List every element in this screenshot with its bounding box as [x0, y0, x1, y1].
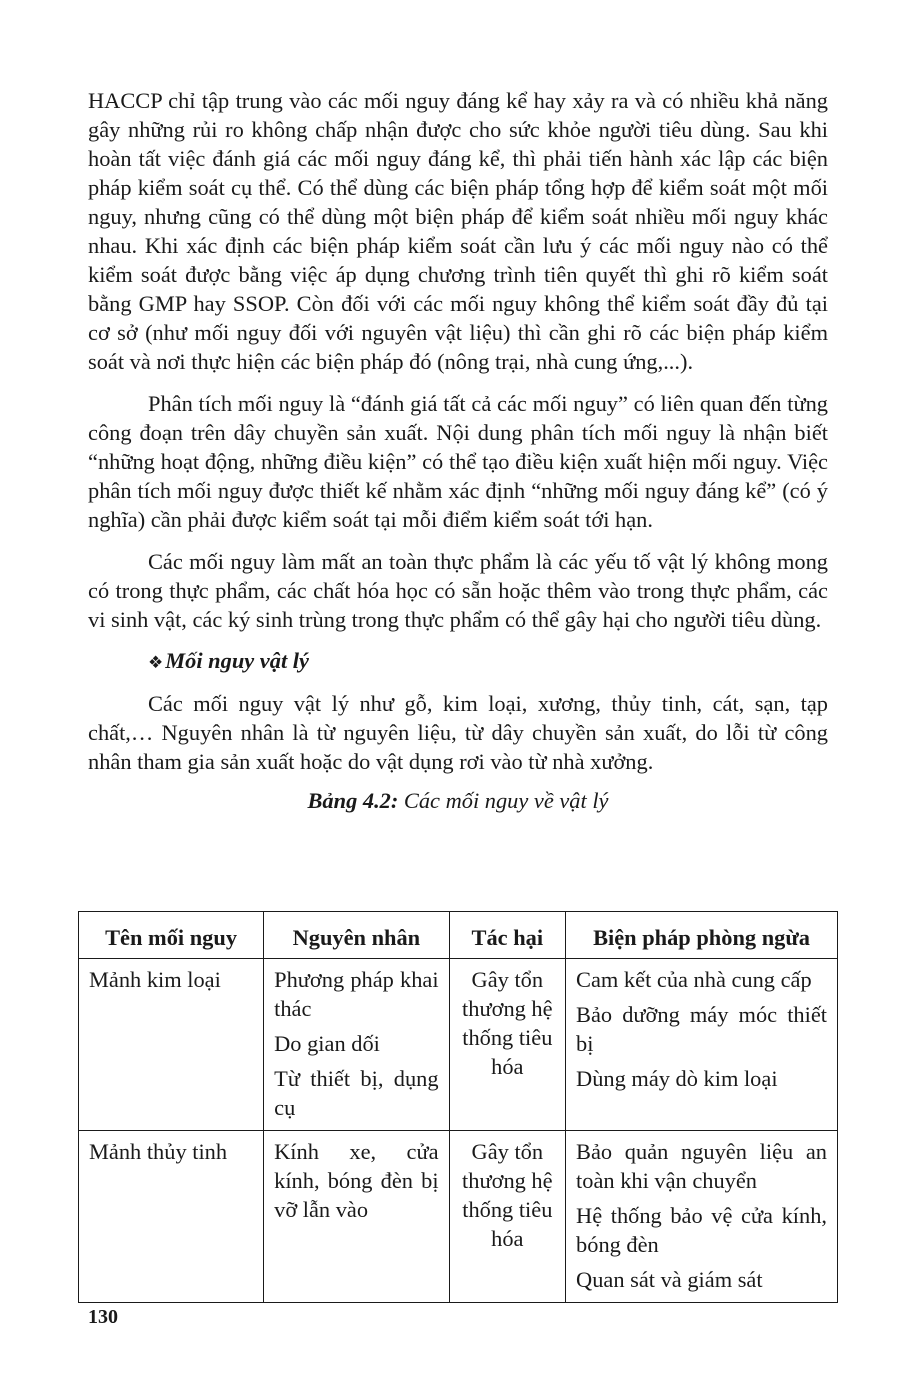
effect-cell: Gây tổn thương hệ thống tiêu hóa — [449, 1131, 565, 1303]
paragraph-physical-hazards: Các mối nguy vật lý như gỗ, kim loại, xương, thủy tinh, cát, sạn, tạp chất,… Nguyên nhân là từ nguyên liệu, từ dây chuyền sản xuất, do lỗi từ công nhân tham gia sản xuất hoặc do vật dụng rơi vào từ nhà xưởng. — [88, 691, 828, 774]
header-cause: Nguyên nhân — [264, 912, 449, 959]
cause-item: Do gian dối — [274, 1031, 380, 1056]
prevention-item: Cam kết của nhà cung cấp — [576, 967, 812, 992]
table-row — [79, 1131, 838, 1303]
effect-cell: Gây tổn thương hệ thống tiêu hóa — [449, 959, 565, 1131]
header-effect: Tác hại — [449, 912, 565, 959]
prevention-cell — [566, 959, 838, 1131]
prevention-item: Quan sát và giám sát — [576, 1267, 763, 1292]
hazard-name-cell: Mảnh kim loại — [79, 959, 264, 1131]
hazard-name-cell: Mảnh thủy tinh — [79, 1131, 264, 1303]
prevention-item: Hệ thống bảo vệ cửa kính, bóng đèn — [576, 1203, 827, 1257]
table-caption — [88, 786, 828, 815]
physical-hazards-table — [78, 911, 838, 1303]
paragraph-hazard-types: Các mối nguy làm mất an toàn thực phẩm là các yếu tố vật lý không mong có trong thực phẩm, các chất hóa học có sẵn hoặc thêm vào trong thực phẩm, các vi sinh vật, các ký sinh trùng trong thực phẩm có thể gây hại cho người tiêu dùng. — [88, 549, 828, 632]
prevention-cell — [566, 1131, 838, 1303]
prevention-item: Bảo quản nguyên liệu an toàn khi vận chuyển — [576, 1139, 827, 1193]
cause-item: Kính xe, cửa kính, bóng đèn bị vỡ lẫn vào — [274, 1139, 439, 1222]
section-heading — [88, 646, 828, 677]
cause-item: Từ thiết bị, dụng cụ — [274, 1066, 439, 1120]
table-row — [79, 959, 838, 1131]
header-prevention: Biện pháp phòng ngừa — [566, 912, 838, 959]
header-hazard-name: Tên mối nguy — [79, 912, 264, 959]
table-caption-text: Các mối nguy về vật lý — [398, 788, 609, 813]
paragraph-haccp-control: HACCP chỉ tập trung vào các mối nguy đáng kể hay xảy ra và có nhiều khả năng gây những rủi ro không chấp nhận được cho sức khỏe người tiêu dùng. Sau khi hoàn tất việc đánh giá các mối nguy đáng kể, thì phải tiến hành xác lập các biện pháp kiểm soát cụ thể. Có thể dùng các biện pháp tổng hợp để kiểm soát một mối nguy, nhưng cũng có thể dùng một biện pháp để kiểm soát nhiều mối nguy khác nhau. Khi xác định các biện pháp kiểm soát cần lưu ý các mối nguy nào có thể kiểm soát được bằng việc áp dụng chương trình tiên quyết thì ghi rõ kiểm soát bằng GMP hay SSOP. Còn đối với các mối nguy không thể kiểm soát đầy đủ tại cơ sở (như mối nguy đối với nguyên vật liệu) thì cần ghi rõ các biện pháp kiểm soát và nơi thực hiện các biện pháp đó (nông trại, nhà cung ứng,...). — [88, 88, 828, 374]
page-number: 130 — [88, 1306, 118, 1328]
cause-cell — [264, 959, 449, 1131]
paragraph-hazard-analysis: Phân tích mối nguy là “đánh giá tất cả các mối nguy” có liên quan đến từng công đoạn trên dây chuyền sản xuất. Nội dung phân tích mối nguy là nhận biết “những hoạt động, những điều kiện” có thể tạo điều kiện xuất hiện mối nguy. Việc phân tích mối nguy được thiết kế nhằm xác định “những mối nguy đáng kể” (có ý nghĩa) cần phải được kiểm soát tại mỗi điểm kiểm soát tới hạn. — [88, 391, 828, 532]
table-header-row — [79, 912, 838, 959]
diamond-bullet-icon: ❖ — [148, 653, 164, 672]
prevention-item: Dùng máy dò kim loại — [576, 1066, 778, 1091]
prevention-item: Bảo dưỡng máy móc thiết bị — [576, 1002, 827, 1056]
section-heading-text: Mối nguy vật lý — [165, 648, 309, 673]
cause-item: Phương pháp khai thác — [274, 967, 439, 1021]
table-caption-label: Bảng 4.2: — [307, 788, 399, 813]
cause-cell — [264, 1131, 449, 1303]
page-body — [88, 86, 828, 815]
